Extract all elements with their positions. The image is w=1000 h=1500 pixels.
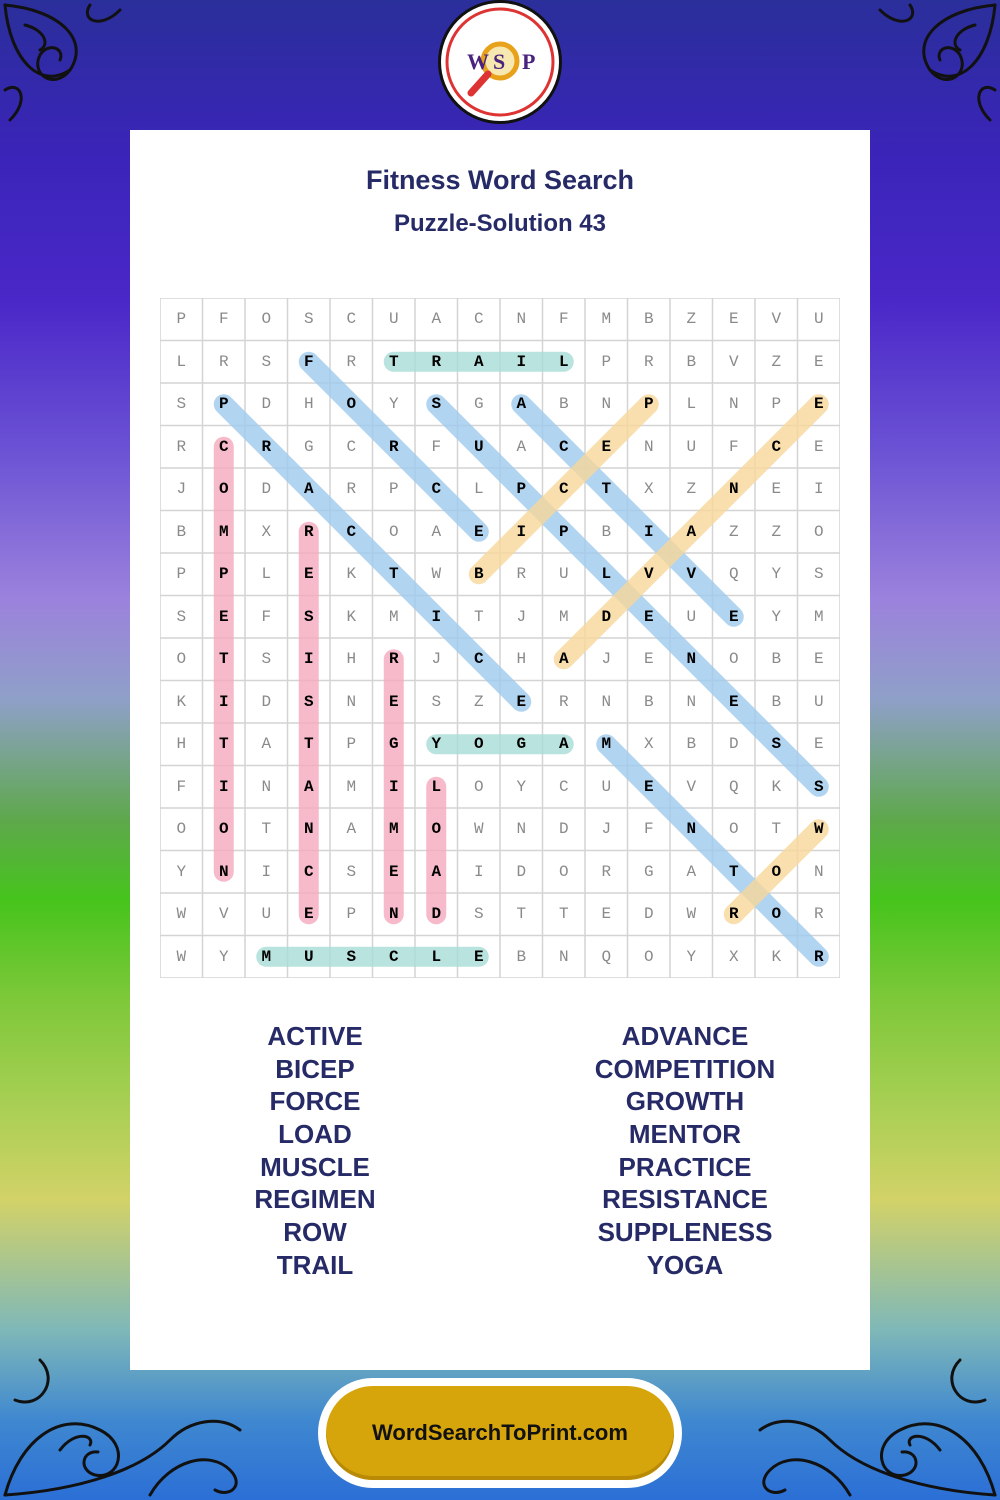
- grid-cell[interactable]: I: [218, 692, 229, 711]
- grid-cell[interactable]: T: [388, 352, 399, 371]
- grid-cell[interactable]: J: [601, 820, 612, 838]
- grid-cell[interactable]: E: [643, 650, 654, 668]
- word-list-item: ADVANCE: [621, 1021, 749, 1051]
- grid-cell[interactable]: B: [771, 650, 782, 668]
- grid-cell[interactable]: M: [601, 310, 612, 328]
- grid-cell[interactable]: C: [558, 437, 569, 456]
- grid-cell[interactable]: P: [516, 480, 527, 498]
- grid-cell[interactable]: A: [346, 820, 357, 838]
- grid-cell[interactable]: I: [643, 522, 654, 541]
- grid-cell[interactable]: E: [643, 777, 654, 796]
- puzzle-sheet: [130, 130, 870, 1370]
- grid-cell[interactable]: O: [218, 820, 229, 838]
- grid-cell[interactable]: H: [303, 395, 314, 413]
- grid-cell[interactable]: T: [601, 480, 612, 498]
- grid-cell[interactable]: R: [431, 352, 442, 371]
- grid-cell[interactable]: N: [218, 862, 229, 881]
- grid-cell[interactable]: O: [558, 862, 569, 881]
- grid-cell[interactable]: C: [473, 310, 484, 328]
- grid-cell[interactable]: S: [813, 777, 824, 796]
- grid-cell[interactable]: S: [473, 905, 484, 923]
- grid-cell[interactable]: I: [218, 777, 229, 796]
- grid-cell[interactable]: A: [516, 395, 527, 413]
- grid-cell[interactable]: G: [388, 735, 399, 753]
- grid-cell[interactable]: Z: [686, 310, 697, 328]
- grid-cell[interactable]: F: [728, 437, 739, 456]
- grid-cell[interactable]: A: [431, 522, 442, 541]
- grid-cell[interactable]: S: [176, 395, 187, 413]
- grid-cell[interactable]: U: [388, 310, 399, 328]
- grid-cell[interactable]: A: [431, 862, 442, 881]
- grid-cell[interactable]: J: [431, 650, 442, 668]
- grid-cell[interactable]: E: [218, 607, 229, 626]
- grid-cell[interactable]: P: [176, 310, 187, 328]
- grid-cell[interactable]: V: [686, 777, 697, 796]
- grid-cell[interactable]: S: [176, 607, 187, 626]
- grid-cell[interactable]: R: [728, 905, 739, 923]
- grid-cell[interactable]: P: [771, 395, 782, 413]
- grid-cell[interactable]: O: [728, 650, 739, 668]
- grid-cell[interactable]: Z: [728, 522, 739, 541]
- grid-cell[interactable]: U: [303, 947, 314, 966]
- grid-cell[interactable]: E: [813, 395, 824, 413]
- grid-cell[interactable]: M: [261, 947, 272, 966]
- grid-cell[interactable]: L: [473, 480, 484, 498]
- grid-cell[interactable]: O: [346, 395, 357, 413]
- grid-cell[interactable]: N: [643, 437, 654, 456]
- grid-cell[interactable]: H: [346, 650, 357, 668]
- grid-cell[interactable]: O: [728, 820, 739, 838]
- grid-cell[interactable]: J: [601, 650, 612, 668]
- site-link[interactable]: WordSearchToPrint.com: [326, 1386, 674, 1480]
- grid-cell[interactable]: N: [516, 820, 527, 838]
- grid-cell[interactable]: T: [218, 735, 229, 753]
- word-list-item: YOGA: [646, 1249, 724, 1280]
- grid-cell[interactable]: L: [261, 565, 272, 583]
- puzzle-title: Fitness Word Search: [365, 165, 635, 195]
- grid-cell[interactable]: C: [303, 862, 314, 881]
- grid-cell[interactable]: Q: [728, 777, 739, 796]
- grid-cell[interactable]: L: [431, 777, 442, 796]
- grid-cell[interactable]: S: [431, 395, 442, 413]
- grid-cell[interactable]: L: [431, 947, 442, 966]
- grid-cell[interactable]: O: [176, 820, 187, 838]
- grid-cell[interactable]: N: [601, 395, 612, 413]
- grid-cell[interactable]: S: [303, 310, 314, 328]
- grid-cell[interactable]: M: [813, 607, 824, 626]
- grid-cell[interactable]: U: [473, 437, 484, 456]
- grid-cell[interactable]: C: [473, 650, 484, 668]
- grid-cell[interactable]: N: [303, 820, 314, 838]
- grid-cell[interactable]: D: [261, 692, 272, 711]
- grid-cell[interactable]: A: [261, 735, 272, 753]
- grid-cell[interactable]: T: [261, 820, 272, 838]
- puzzle-subtitle: Puzzle-Solution 43: [393, 210, 606, 237]
- grid-cell[interactable]: B: [473, 565, 484, 583]
- grid-cell[interactable]: P: [643, 395, 654, 413]
- word-list-item: RESISTANCE: [602, 1184, 768, 1215]
- grid-cell[interactable]: L: [601, 565, 612, 583]
- corner-ornament-top-left: [0, 0, 150, 150]
- grid-cell[interactable]: N: [516, 310, 527, 328]
- grid-cell[interactable]: B: [176, 522, 187, 541]
- grid-cell[interactable]: H: [176, 735, 187, 753]
- grid-cell[interactable]: W: [686, 905, 697, 923]
- grid-cell[interactable]: M: [346, 777, 357, 796]
- grid-cell[interactable]: D: [431, 905, 442, 923]
- grid-cell[interactable]: P: [601, 352, 612, 371]
- grid-cell[interactable]: T: [558, 905, 569, 923]
- grid-cell[interactable]: T: [516, 905, 527, 923]
- grid-cell[interactable]: M: [388, 607, 399, 626]
- grid-cell[interactable]: F: [643, 820, 654, 838]
- grid-cell[interactable]: R: [643, 352, 654, 371]
- grid-cell[interactable]: F: [303, 352, 314, 371]
- grid-cell[interactable]: C: [558, 480, 569, 498]
- grid-cell[interactable]: U: [686, 437, 697, 456]
- grid-cell[interactable]: R: [601, 862, 612, 881]
- grid-cell[interactable]: R: [218, 352, 229, 371]
- grid-cell[interactable]: N: [813, 862, 824, 881]
- word-list-right-column: [500, 1020, 870, 1282]
- grid-cell[interactable]: R: [813, 947, 824, 966]
- grid-cell[interactable]: R: [346, 352, 357, 371]
- grid-cell[interactable]: R: [261, 437, 272, 456]
- grid-cell[interactable]: O: [771, 905, 782, 923]
- grid-cell[interactable]: Q: [728, 565, 739, 583]
- grid-cell[interactable]: E: [813, 352, 824, 371]
- grid-cell[interactable]: E: [303, 565, 314, 583]
- grid-cell[interactable]: G: [303, 437, 314, 456]
- grid-cell[interactable]: E: [813, 650, 824, 668]
- grid-cell[interactable]: X: [643, 480, 654, 498]
- grid-cell[interactable]: F: [261, 607, 272, 626]
- word-list-item: BICEP: [275, 1053, 355, 1084]
- grid-cell[interactable]: I: [813, 480, 824, 498]
- grid-cell[interactable]: B: [771, 692, 782, 711]
- grid-cell[interactable]: I: [303, 650, 314, 668]
- grid-cell[interactable]: V: [771, 310, 782, 328]
- grid-cell[interactable]: K: [771, 947, 782, 966]
- grid-cell[interactable]: V: [643, 565, 654, 583]
- grid-cell[interactable]: N: [558, 947, 569, 966]
- grid-cell[interactable]: D: [558, 820, 569, 838]
- grid-cell[interactable]: B: [643, 692, 654, 711]
- grid-cell[interactable]: D: [601, 607, 612, 626]
- grid-cell[interactable]: O: [771, 862, 782, 881]
- word-list-item: COMPETITION: [594, 1053, 776, 1084]
- grid-cell[interactable]: J: [176, 480, 187, 498]
- grid-cell[interactable]: Y: [771, 565, 782, 583]
- grid-cell[interactable]: S: [346, 862, 357, 881]
- grid-cell[interactable]: X: [643, 735, 654, 753]
- grid-cell[interactable]: W: [473, 820, 484, 838]
- word-list-left-column: [130, 1020, 500, 1282]
- grid-cell[interactable]: Z: [771, 352, 782, 371]
- grid-cell[interactable]: Q: [601, 947, 612, 966]
- grid-cell[interactable]: O: [813, 522, 824, 541]
- grid-cell[interactable]: B: [686, 352, 697, 371]
- grid-cell[interactable]: S: [346, 947, 357, 966]
- grid-cell[interactable]: S: [431, 692, 442, 711]
- grid-cell[interactable]: P: [346, 735, 357, 753]
- grid-cell[interactable]: B: [686, 735, 697, 753]
- grid-cell[interactable]: F: [176, 777, 187, 796]
- grid-cell[interactable]: I: [516, 522, 527, 541]
- grid-cell[interactable]: Z: [473, 692, 484, 711]
- grid-cell[interactable]: P: [218, 395, 229, 413]
- grid-cell[interactable]: E: [388, 862, 399, 881]
- grid-cell[interactable]: A: [558, 735, 569, 753]
- grid-cell[interactable]: E: [771, 480, 782, 498]
- grid-cell[interactable]: P: [218, 565, 229, 583]
- grid-cell[interactable]: I: [431, 607, 442, 626]
- grid-cell[interactable]: N: [261, 777, 272, 796]
- grid-cell[interactable]: N: [728, 395, 739, 413]
- grid-cell[interactable]: R: [176, 437, 187, 456]
- grid-cell[interactable]: S: [261, 650, 272, 668]
- grid-cell[interactable]: U: [601, 777, 612, 796]
- grid-cell[interactable]: E: [601, 905, 612, 923]
- grid-cell[interactable]: G: [516, 735, 527, 753]
- grid-cell[interactable]: Z: [686, 480, 697, 498]
- grid-cell[interactable]: L: [558, 352, 569, 371]
- word-list-item: MUSCLE: [260, 1151, 370, 1182]
- grid-cell[interactable]: G: [473, 395, 484, 413]
- grid-cell[interactable]: L: [686, 395, 697, 413]
- grid-cell[interactable]: C: [558, 777, 569, 796]
- grid-cell[interactable]: B: [516, 947, 527, 966]
- grid-cell[interactable]: A: [303, 480, 314, 498]
- word-list-item: REGIMEN: [254, 1184, 376, 1215]
- grid-cell[interactable]: W: [813, 820, 824, 838]
- grid-cell[interactable]: M: [388, 820, 399, 838]
- grid-cell[interactable]: R: [558, 692, 569, 711]
- grid-cell[interactable]: K: [346, 565, 357, 583]
- grid-cell[interactable]: E: [388, 692, 399, 711]
- grid-cell[interactable]: N: [601, 692, 612, 711]
- grid-cell[interactable]: M: [558, 607, 569, 626]
- grid-cell[interactable]: U: [558, 565, 569, 583]
- grid-cell[interactable]: P: [388, 480, 399, 498]
- grid-cell[interactable]: S: [261, 352, 272, 371]
- grid-cell[interactable]: V: [218, 905, 229, 923]
- word-list-item: ACTIVE: [267, 1021, 363, 1051]
- grid-cell[interactable]: H: [516, 650, 527, 668]
- grid-cell[interactable]: D: [643, 905, 654, 923]
- grid-cell[interactable]: Y: [388, 395, 399, 413]
- word-list-item: LOAD: [278, 1119, 352, 1150]
- grid-cell[interactable]: I: [516, 352, 527, 371]
- word-list-item: GROWTH: [625, 1086, 745, 1117]
- grid-cell[interactable]: V: [728, 352, 739, 371]
- grid-cell[interactable]: O: [473, 735, 484, 753]
- word-list-item: ROW: [283, 1217, 347, 1248]
- grid-cell[interactable]: T: [388, 565, 399, 583]
- grid-cell[interactable]: E: [728, 310, 739, 328]
- grid-cell[interactable]: Y: [516, 777, 527, 796]
- grid-cell[interactable]: N: [388, 905, 399, 923]
- grid-cell[interactable]: B: [558, 395, 569, 413]
- grid-cell[interactable]: G: [643, 862, 654, 881]
- grid-cell[interactable]: R: [813, 905, 824, 923]
- logo-letter-w: W: [467, 49, 489, 74]
- grid-cell[interactable]: C: [218, 437, 229, 456]
- grid-cell[interactable]: E: [601, 437, 612, 456]
- grid-cell[interactable]: M: [601, 735, 612, 753]
- grid-cell[interactable]: B: [643, 310, 654, 328]
- grid-cell[interactable]: N: [686, 820, 697, 838]
- grid-cell[interactable]: O: [643, 947, 654, 966]
- word-list-item: SUPPLENESS: [597, 1217, 773, 1248]
- grid-cell[interactable]: E: [473, 947, 484, 966]
- grid-cell[interactable]: U: [813, 692, 824, 711]
- grid-cell[interactable]: E: [473, 522, 484, 541]
- grid-cell[interactable]: P: [558, 522, 569, 541]
- grid-cell[interactable]: A: [686, 522, 697, 541]
- grid-cell[interactable]: D: [261, 480, 272, 498]
- word-list-item: FORCE: [269, 1086, 361, 1117]
- grid-cell[interactable]: C: [346, 437, 357, 456]
- grid-cell[interactable]: Y: [176, 862, 187, 881]
- grid-cell[interactable]: T: [473, 607, 484, 626]
- grid-cell[interactable]: P: [176, 565, 187, 583]
- logo-letter-p: P: [522, 49, 536, 74]
- magnifier-logo-icon: [441, 3, 559, 121]
- grid-cell[interactable]: D: [728, 735, 739, 753]
- grid-cell[interactable]: J: [516, 607, 527, 626]
- grid-cell[interactable]: K: [176, 692, 187, 711]
- grid-cell[interactable]: I: [473, 862, 484, 881]
- grid-cell[interactable]: A: [303, 777, 314, 796]
- grid-cell[interactable]: K: [346, 607, 357, 626]
- word-list-item: PRACTICE: [618, 1151, 752, 1182]
- grid-cell[interactable]: W: [176, 905, 187, 923]
- grid-cell[interactable]: A: [558, 650, 569, 668]
- grid-cell[interactable]: O: [261, 310, 272, 328]
- grid-cell[interactable]: R: [516, 565, 527, 583]
- word-search-grid[interactable]: [160, 298, 840, 978]
- grid-cell[interactable]: O: [176, 650, 187, 668]
- grid-cell[interactable]: E: [516, 692, 527, 711]
- grid-cell[interactable]: Y: [431, 735, 442, 753]
- grid-cell[interactable]: C: [431, 480, 442, 498]
- grid-cell[interactable]: M: [218, 522, 229, 541]
- grid-cell[interactable]: D: [261, 395, 272, 413]
- grid-cell[interactable]: E: [728, 607, 739, 626]
- grid-cell[interactable]: N: [346, 692, 357, 711]
- grid-cell[interactable]: U: [813, 310, 824, 328]
- grid-cell[interactable]: C: [388, 947, 399, 966]
- grid-cell[interactable]: Y: [686, 947, 697, 966]
- grid-cell[interactable]: S: [813, 565, 824, 583]
- grid-cell[interactable]: F: [431, 437, 442, 456]
- grid-cell[interactable]: O: [473, 777, 484, 796]
- grid-cell[interactable]: S: [771, 735, 782, 753]
- grid-cell[interactable]: W: [431, 565, 442, 583]
- grid-cell[interactable]: A: [431, 310, 442, 328]
- grid-cell[interactable]: B: [601, 522, 612, 541]
- grid-cell[interactable]: X: [728, 947, 739, 966]
- word-list-item: TRAIL: [276, 1249, 354, 1280]
- grid-cell[interactable]: P: [346, 905, 357, 923]
- grid-cell[interactable]: A: [473, 352, 484, 371]
- grid-cell[interactable]: T: [218, 650, 229, 668]
- grid-cell[interactable]: W: [176, 947, 187, 966]
- grid-cell[interactable]: U: [686, 607, 697, 626]
- grid-cell[interactable]: T: [771, 820, 782, 838]
- grid-cell[interactable]: N: [686, 692, 697, 711]
- grid-cell[interactable]: F: [218, 310, 229, 328]
- grid-cell[interactable]: I: [388, 777, 399, 796]
- grid-cell[interactable]: R: [346, 480, 357, 498]
- grid-cell[interactable]: C: [346, 522, 357, 541]
- grid-cell[interactable]: A: [516, 437, 527, 456]
- grid-cell[interactable]: O: [388, 522, 399, 541]
- word-list-item: MENTOR: [628, 1119, 742, 1150]
- logo-letter-s: S: [493, 49, 506, 74]
- grid-cell[interactable]: Y: [771, 607, 782, 626]
- grid-cell[interactable]: F: [558, 310, 569, 328]
- grid-cell[interactable]: I: [261, 862, 272, 881]
- grid-cell[interactable]: E: [813, 735, 824, 753]
- grid-cell[interactable]: D: [516, 862, 527, 881]
- grid-cell[interactable]: A: [686, 862, 697, 881]
- grid-cell[interactable]: R: [388, 437, 399, 456]
- grid-cell[interactable]: Z: [771, 522, 782, 541]
- grid-cell[interactable]: C: [771, 437, 782, 456]
- grid-cell[interactable]: U: [261, 905, 272, 923]
- grid-cell[interactable]: C: [346, 310, 357, 328]
- grid-cell[interactable]: Y: [218, 947, 229, 966]
- grid-cell[interactable]: E: [303, 905, 314, 923]
- grid-cell[interactable]: T: [728, 862, 739, 881]
- grid-cell[interactable]: E: [643, 607, 654, 626]
- grid-cell[interactable]: N: [686, 650, 697, 668]
- grid-cell[interactable]: S: [303, 692, 314, 711]
- grid-cell[interactable]: E: [813, 437, 824, 456]
- footer-badge: [318, 1378, 682, 1488]
- grid-cell[interactable]: L: [176, 352, 187, 371]
- grid-cell[interactable]: R: [388, 650, 399, 668]
- grid-cell[interactable]: N: [728, 480, 739, 498]
- grid-cell[interactable]: X: [261, 522, 272, 541]
- grid-cell[interactable]: K: [771, 777, 782, 796]
- grid-cell[interactable]: T: [303, 735, 314, 753]
- grid-cell[interactable]: E: [728, 692, 739, 711]
- site-logo[interactable]: [438, 0, 562, 124]
- grid-cell[interactable]: O: [218, 480, 229, 498]
- grid-cell[interactable]: S: [303, 607, 314, 626]
- grid-cell[interactable]: R: [303, 522, 314, 541]
- grid-cell[interactable]: V: [686, 565, 697, 583]
- grid-cell[interactable]: O: [431, 820, 442, 838]
- corner-ornament-top-right: [850, 0, 1000, 150]
